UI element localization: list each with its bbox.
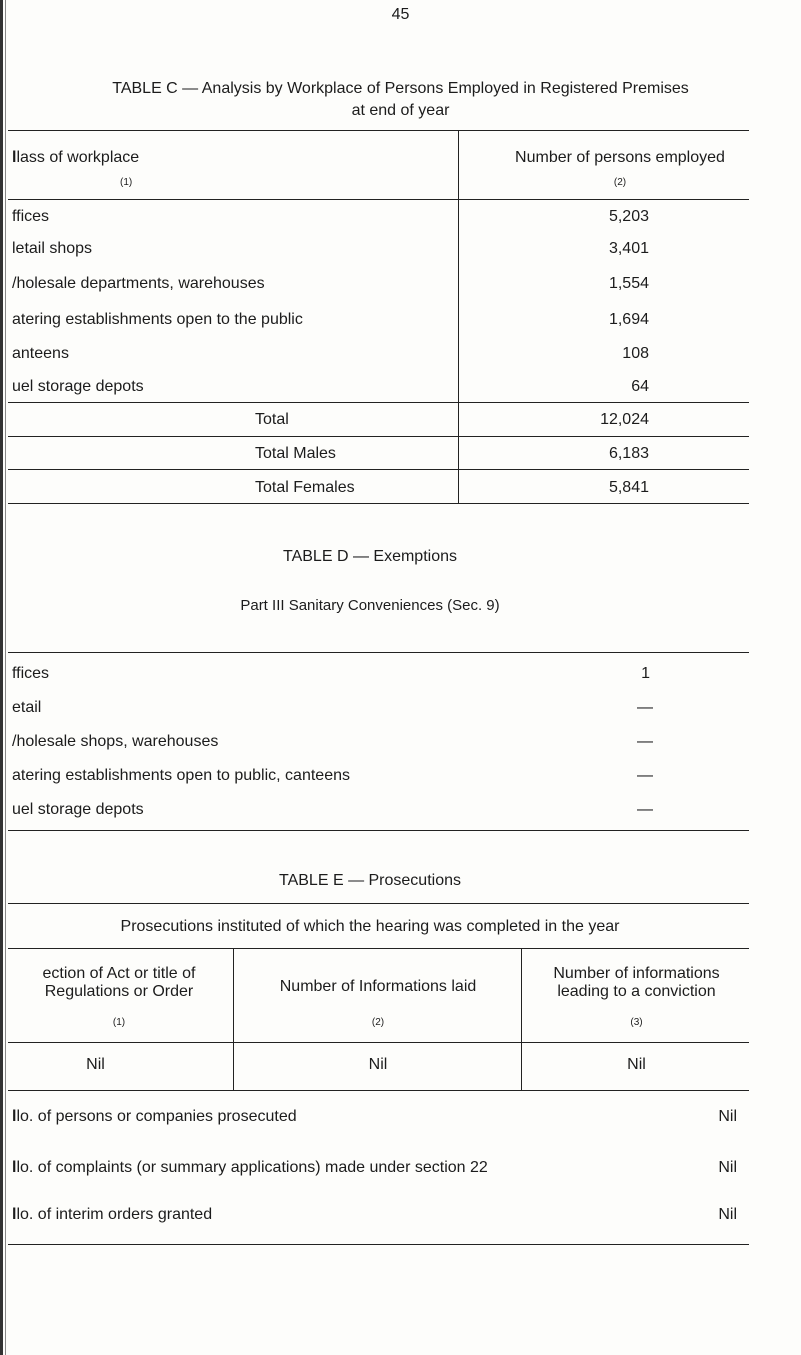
table-d-top-rule	[8, 652, 749, 653]
table-e-header-rule	[8, 1042, 749, 1043]
row-value: 5,203	[608, 208, 649, 225]
table-c-rule	[8, 469, 749, 470]
summary-value: Nil	[718, 1108, 737, 1125]
row-label: uel storage depots	[12, 801, 144, 818]
table-e-title: TABLE E — Prosecutions	[279, 872, 461, 889]
summary-label: llo. of complaints (or summary applications) made under section 22	[12, 1159, 488, 1176]
page-binding-edge-inner	[5, 0, 6, 1355]
table-c-col1-num: (1)	[120, 177, 133, 188]
row-value: 1,554	[608, 275, 649, 292]
summary-label: llo. of persons or companies prosecuted	[12, 1108, 297, 1125]
table-c-col1-header: llass of workplace	[12, 149, 140, 166]
row-label: /holesale departments, warehouses	[12, 275, 265, 292]
table-d-title: TABLE D — Exemptions	[283, 548, 457, 565]
table-c-top-rule	[8, 130, 749, 131]
page-binding-edge	[0, 0, 3, 1355]
total-value: 5,841	[608, 479, 649, 496]
table-e-col2-num: (2)	[371, 1017, 385, 1028]
page-number: 45	[391, 6, 410, 23]
summary-value: Nil	[718, 1159, 737, 1176]
table-e-divider-2	[521, 948, 522, 1090]
table-e-col3-num: (3)	[630, 1017, 643, 1028]
total-label: Total Males	[255, 445, 336, 462]
row-label: anteens	[12, 345, 69, 362]
col3-header-line: Number of informations	[553, 965, 720, 982]
cell-section: Nil	[86, 1056, 105, 1073]
table-e-header-top-rule	[8, 948, 749, 949]
summary-value: Nil	[718, 1206, 737, 1223]
row-value: —	[637, 767, 653, 784]
table-c-header-rule	[8, 199, 749, 200]
summary-label: llo. of interim orders granted	[12, 1206, 213, 1223]
col1-header-line: Regulations or Order	[44, 983, 194, 1000]
row-value: —	[637, 699, 653, 716]
row-value: 108	[622, 345, 649, 362]
row-value: 3,401	[608, 240, 649, 257]
total-value: 6,183	[608, 445, 649, 462]
row-label: etail	[12, 699, 42, 716]
table-c-total-rule	[8, 402, 749, 403]
total-value: 12,024	[600, 411, 649, 428]
table-e-bottom-rule	[8, 1090, 749, 1091]
table-e-col3-header	[524, 965, 749, 1001]
table-e-top-rule	[8, 903, 749, 904]
cell-informations: Nil	[368, 1056, 388, 1073]
row-value: 1	[641, 665, 650, 682]
table-e-subtitle: Prosecutions instituted of which the hearing was completed in the year	[120, 918, 620, 935]
table-c-col2-header: Number of persons employed	[515, 149, 725, 166]
row-label: atering establishments open to public, canteens	[12, 767, 350, 784]
table-c-bottom-rule	[8, 503, 749, 504]
row-label: atering establishments open to the public	[12, 311, 303, 328]
row-label: ffices	[12, 208, 50, 225]
table-e-col1-header	[8, 965, 230, 1001]
summary-bottom-rule	[8, 1244, 749, 1245]
row-value: 1,694	[608, 311, 649, 328]
row-value: 64	[631, 378, 649, 395]
row-label: /holesale shops, warehouses	[12, 733, 219, 750]
table-e-col1-num: (1)	[112, 1017, 126, 1028]
row-value: —	[637, 733, 653, 750]
cell-convictions: Nil	[627, 1056, 646, 1073]
table-c-subtitle: at end of year	[351, 102, 450, 119]
total-label: Total Females	[255, 479, 355, 496]
row-label: ffices	[12, 665, 50, 682]
col3-header-line: leading to a conviction	[557, 983, 716, 1000]
table-d-bottom-rule	[8, 830, 749, 831]
row-value: —	[637, 801, 653, 818]
table-e-col2-header: Number of Informations laid	[279, 978, 477, 995]
row-label: uel storage depots	[12, 378, 144, 395]
row-label: letail shops	[12, 240, 93, 257]
table-c-column-divider	[458, 130, 459, 504]
table-c-rule	[8, 436, 749, 437]
col1-header-line: ection of Act or title of	[42, 965, 196, 982]
table-d-subtitle: Part III Sanitary Conveniences (Sec. 9)	[240, 597, 500, 614]
table-c-title: TABLE C — Analysis by Workplace of Persons Employed in Registered Premises	[112, 80, 689, 97]
table-c-col2-num: (2)	[613, 177, 627, 188]
total-label: Total	[255, 411, 289, 428]
table-e-divider-1	[233, 948, 234, 1090]
